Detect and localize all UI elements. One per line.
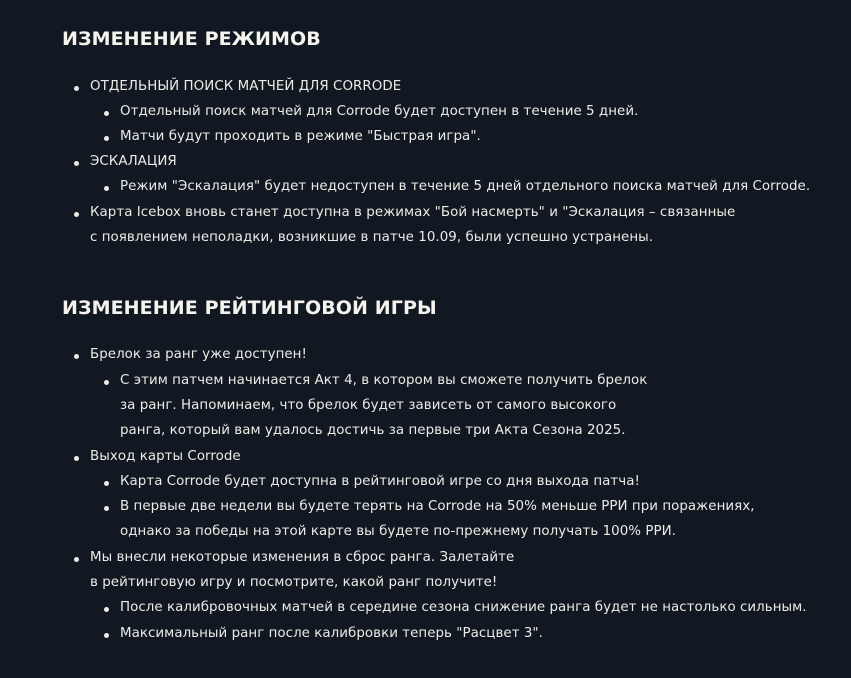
bullet-dot xyxy=(104,633,109,638)
bullet-dot xyxy=(104,380,109,385)
sub-list-item: Карта Corrode будет доступна в рейтинговой игре со дня выхода патча! xyxy=(120,474,640,489)
list-item-icebox-continued: с появлением неполадки, возникшие в патче 10.09, были успешно устранены. xyxy=(90,230,654,245)
bullet-dot xyxy=(74,212,79,217)
bullet-dot xyxy=(104,481,109,486)
bullet-dot xyxy=(74,557,79,562)
bullet-dot xyxy=(74,354,79,359)
sub-list-item: Максимальный ранг после калибровки теперь "Расцвет 3". xyxy=(120,626,543,641)
sub-list-item: Матчи будут проходить в режиме "Быстрая игра". xyxy=(120,129,481,144)
sub-list-item: После калибровочных матчей в середине сезона снижение ранга будет не настолько сильным. xyxy=(120,600,807,615)
bullet-dot xyxy=(104,506,109,511)
sub-list-item-continued: за ранг. Напоминаем, что брелок будет зависеть от самого высокого xyxy=(120,398,617,413)
bullet-dot xyxy=(74,86,79,91)
section-heading-ranked: ИЗМЕНЕНИЕ РЕЙТИНГОВОЙ ИГРЫ xyxy=(62,297,437,319)
sub-list-item: С этим патчем начинается Акт 4, в котором вы сможете получить брелок xyxy=(120,373,648,388)
bullet-dot xyxy=(104,186,109,191)
sub-list-item-continued: ранга, который вам удалось достичь за первые три Акта Сезона 2025. xyxy=(120,423,626,438)
bullet-dot xyxy=(104,136,109,141)
list-item-separate-queue: ОТДЕЛЬНЫЙ ПОИСК МАТЧЕЙ ДЛЯ CORRODE xyxy=(90,79,402,94)
sub-list-item-continued: однако за победы на этой карте вы будете по-прежнему получать 100% РРИ. xyxy=(120,524,676,539)
list-item-corrode-release: Выход карты Corrode xyxy=(90,449,241,464)
bullet-dot xyxy=(74,161,79,166)
list-item-rank-buddy: Брелок за ранг уже доступен! xyxy=(90,347,307,362)
sub-list-item: В первые две недели вы будете терять на Corrode на 50% меньше РРИ при поражениях, xyxy=(120,499,755,514)
bullet-dot xyxy=(104,607,109,612)
list-item-rank-reset-continued: в рейтинговую игру и посмотрите, какой ранг получите! xyxy=(90,575,498,590)
bullet-dot xyxy=(74,456,79,461)
sub-list-item: Режим "Эскалация" будет недоступен в течение 5 дней отдельного поиска матчей для Corrode. xyxy=(120,179,811,194)
list-item-rank-reset: Мы внесли некоторые изменения в сброс ранга. Залетайте xyxy=(90,550,515,565)
list-item-escalation: ЭСКАЛАЦИЯ xyxy=(90,154,177,169)
sub-list-item: Отдельный поиск матчей для Corrode будет доступен в течение 5 дней. xyxy=(120,104,639,119)
bullet-dot xyxy=(104,111,109,116)
section-heading-modes: ИЗМЕНЕНИЕ РЕЖИМОВ xyxy=(62,28,321,50)
list-item-icebox: Карта Icebox вновь станет доступна в режимах "Бой насмерть" и "Эскалация – связанные xyxy=(90,205,736,220)
